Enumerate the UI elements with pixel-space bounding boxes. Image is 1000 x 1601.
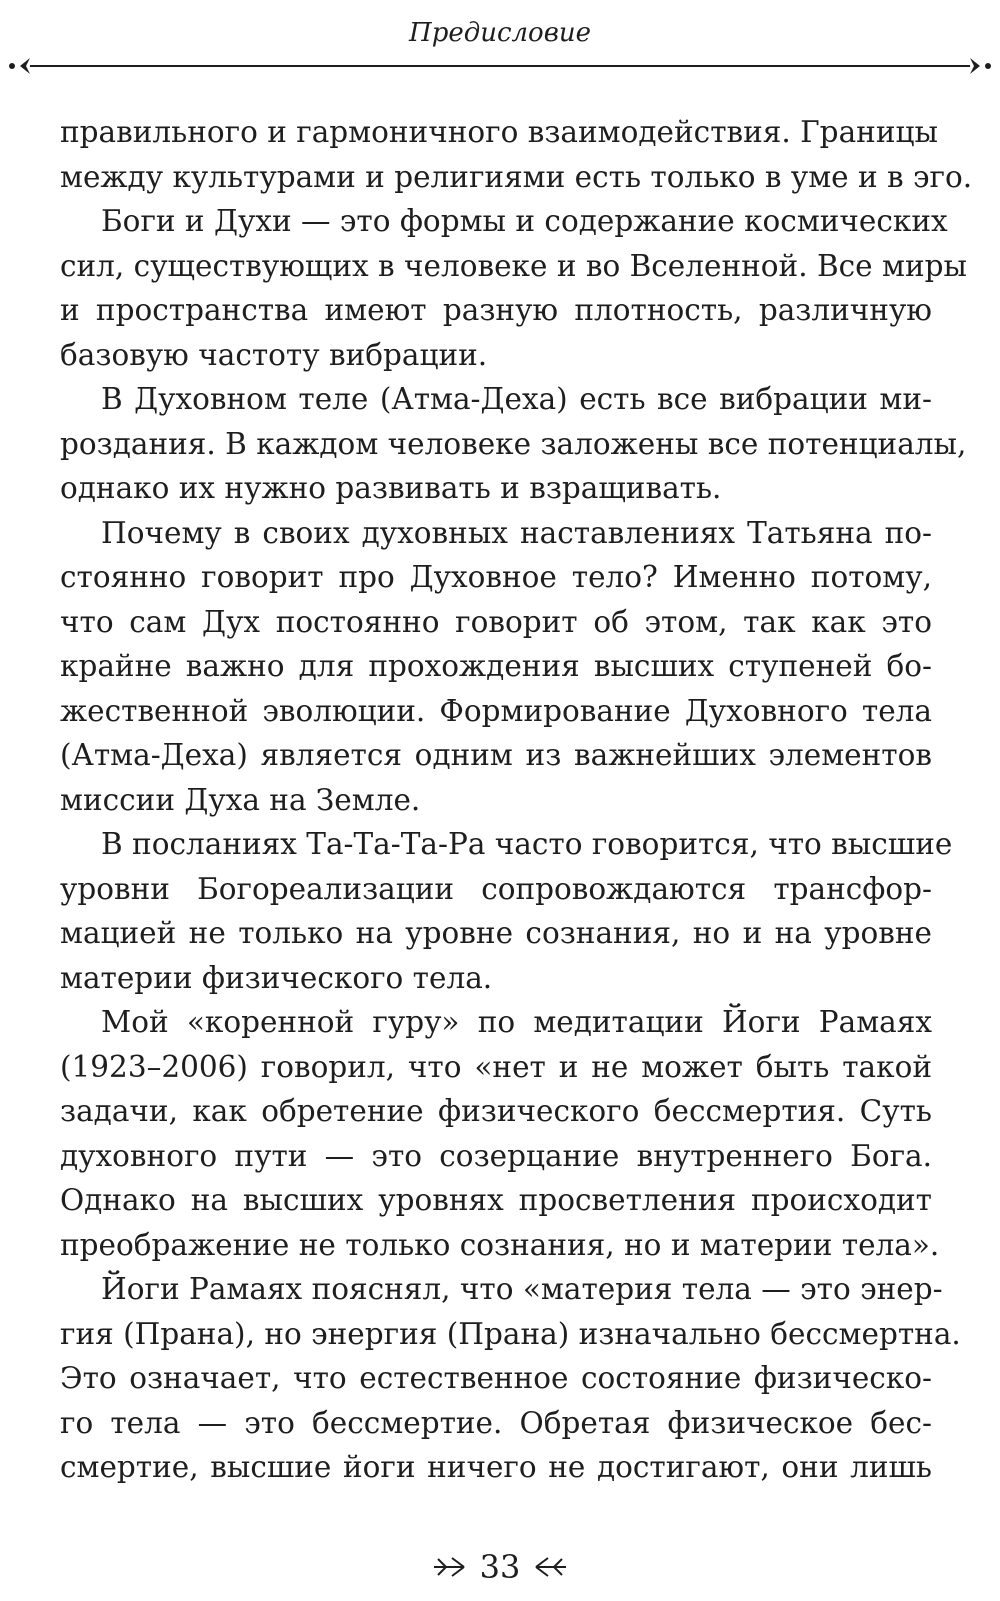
text-line: уровни Богореализации сопровождаются трансфор- — [60, 871, 932, 906]
paragraph — [60, 199, 967, 377]
text-line: духовного пути — это созерцание внутреннего Бога. — [60, 1138, 932, 1173]
text-line: (1923–2006) говорил, что «нет и не может быть такой — [60, 1049, 932, 1084]
body-text — [60, 110, 973, 1490]
paragraph — [60, 511, 932, 823]
paragraph — [60, 110, 973, 199]
text-line: В Духовном теле (Атма-Деха) есть все вибрации ми- — [101, 382, 932, 416]
text-line: В посланиях Та-Та-Та-Ра часто говорится, что высшие — [101, 827, 953, 861]
text-line: что сам Дух постоянно говорит об этом, так как это — [60, 604, 932, 639]
paragraph — [60, 1000, 940, 1267]
text-line: задачи, как обретение физического бессмертия. Суть — [60, 1094, 932, 1128]
text-line: стоянно говорит про Духовное тело? Именно потому, — [60, 560, 932, 594]
text-line: роздания. В каждом человеке заложены все потенциалы, — [60, 426, 967, 461]
text-line: базовую частоту вибрации. — [60, 337, 488, 372]
text-line: Это означает, что естественное состояние физическо- — [60, 1361, 932, 1395]
text-line: гия (Прана), но энергия (Прана) изначально бессмертна. — [60, 1316, 961, 1351]
paragraph — [60, 1267, 961, 1490]
text-line: материи физического тела. — [60, 960, 493, 995]
text-line: Йоги Рамаях пояснял, что «материя тела — это энер- — [101, 1272, 943, 1306]
text-line: однако их нужно развивать и взращивать. — [60, 471, 722, 505]
text-line: Однако на высших уровнях просветления происходит — [60, 1183, 932, 1217]
text-line: жественной эволюции. Формирование Духовного тела — [60, 693, 932, 728]
running-head: Предисловие — [409, 18, 591, 48]
text-line: смертие, высшие йоги ничего не достигают, они лишь — [60, 1450, 932, 1484]
page-footer — [0, 1544, 1000, 1590]
text-line: Боги и Духи — это формы и содержание космических — [101, 204, 948, 238]
text-line: мацией не только на уровне сознания, но и на уровне — [60, 916, 932, 950]
text-line: сил, существующих в человеке и во Вселенной. Все миры — [60, 248, 967, 283]
text-line: (Атма-Деха) является одним из важнейших элементов — [60, 738, 932, 772]
right-ornament-icon — [534, 1555, 568, 1579]
paragraph — [60, 822, 953, 1000]
paragraph — [60, 377, 967, 511]
text-line: Почему в своих духовных наставлениях Татьяна по- — [101, 515, 932, 550]
text-line: и пространства имеют разную плотность, различную — [60, 293, 932, 327]
text-line: преображение не только сознания, но и материи тела». — [60, 1227, 940, 1262]
text-line: между культурами и религиями есть только в уме и в эго. — [60, 159, 973, 194]
header-rule-ornament — [8, 54, 992, 78]
page-number: 33 — [479, 1548, 521, 1586]
text-line: миссии Духа на Земле. — [60, 782, 421, 817]
text-line: Мой «коренной гуру» по медитации Йоги Рамаях — [101, 1005, 932, 1039]
text-line: го тела — это бессмертие. Обретая физическое бес- — [60, 1405, 932, 1440]
text-line: крайне важно для прохождения высших ступеней бо- — [60, 649, 932, 683]
text-line: правильного и гармоничного взаимодействия. Границы — [60, 115, 938, 149]
left-ornament-icon — [432, 1555, 466, 1579]
